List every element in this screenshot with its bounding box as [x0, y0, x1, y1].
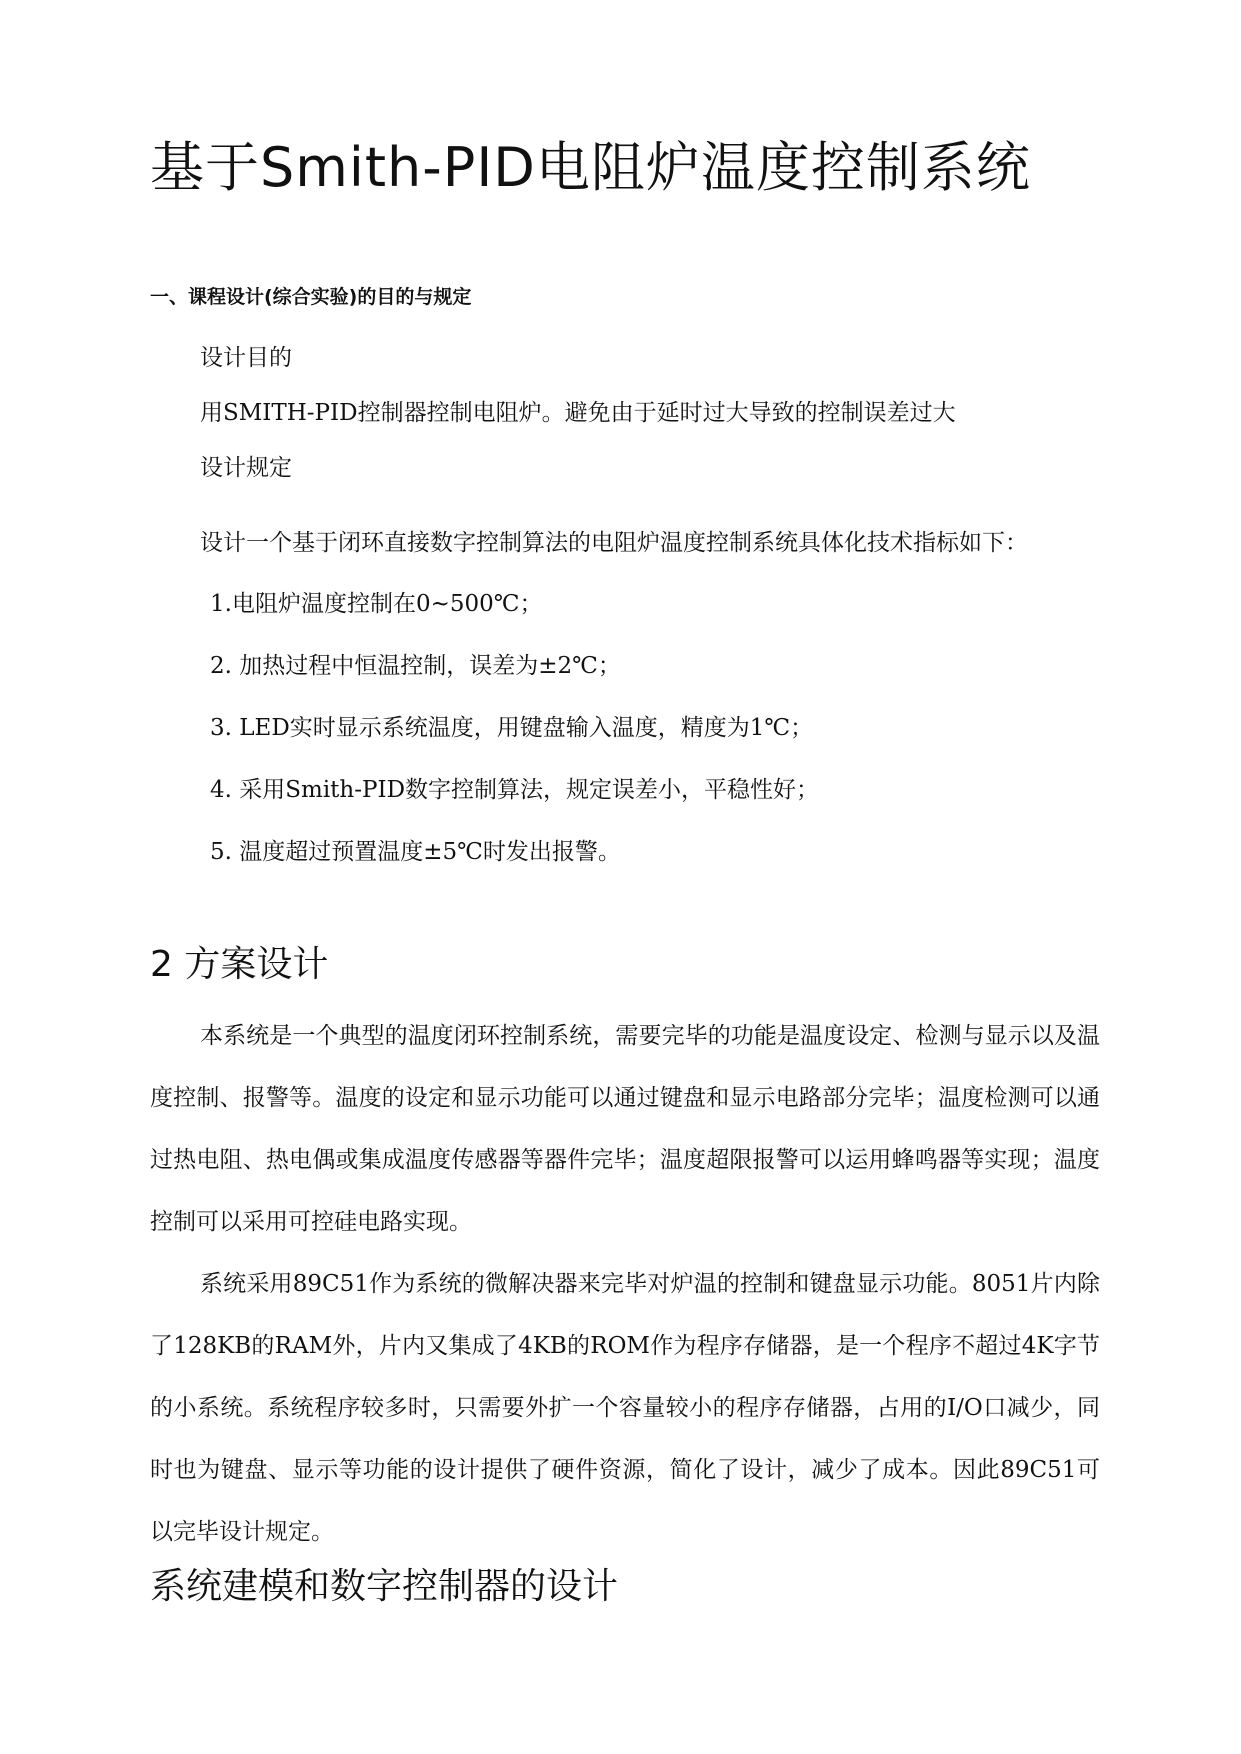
purpose-text: 用SMITH-PID控制器控制电阻炉。避免由于延时过大导致的控制误差过大 [200, 400, 956, 426]
section-2-heading: 2 方案设计 [150, 944, 329, 985]
purpose-heading: 设计目的 [200, 345, 292, 371]
section-2-paragraph: 本系统是一个典型的温度闭环控制系统，需要完毕的功能是温度设定、检测与显示以及温度控制、报警等。温度的设定和显示功能可以通过键盘和显示电路部分完毕；温度检测可以通过热电阻、热电偶或集成温度传感器等器件完毕；温度超限报警可以运用蜂鸣器等实现；温度控制可以采用可控硅电路实现。 [150, 1023, 1100, 1235]
spec-item: 4. 采用Smith-PID数字控制算法，规定误差小，平稳性好； [210, 777, 820, 803]
section-1-heading: 一、课程设计(综合实验)的目的与规定 [150, 286, 472, 308]
section-2-paragraph: 系统采用89C51作为系统的微解决器来完毕对炉温的控制和键盘显示功能。8051片内除了128KB的RAM外，片内又集成了4KB的ROM作为程序存储器，是一个程序不超过4K字节的小系统。系统程序较多时，只需要外扩一个容量较小的程序存储器，占用的I/O口减少，同时也为键盘、显示等功能的设计提供了硬件资源，简化了设计，减少了成本。因此89C51可以完毕设计规定。 [150, 1271, 1100, 1545]
spec-item: 3. LED实时显示系统温度，用键盘输入温度，精度为1℃； [210, 715, 814, 741]
spec-intro: 设计一个基于闭环直接数字控制算法的电阻炉温度控制系统具体化技术指标如下： [200, 530, 1028, 556]
spec-item: 5. 温度超过预置温度±5℃时发出报警。 [210, 839, 621, 865]
spec-heading: 设计规定 [200, 455, 292, 481]
spec-item: 1.电阻炉温度控制在0~500℃； [210, 591, 543, 617]
spec-item: 2. 加热过程中恒温控制，误差为±2℃； [210, 653, 621, 679]
document-title: 基于Smith-PID电阻炉温度控制系统 [150, 136, 1031, 199]
section-3-heading: 系统建模和数字控制器的设计 [150, 1566, 619, 1607]
